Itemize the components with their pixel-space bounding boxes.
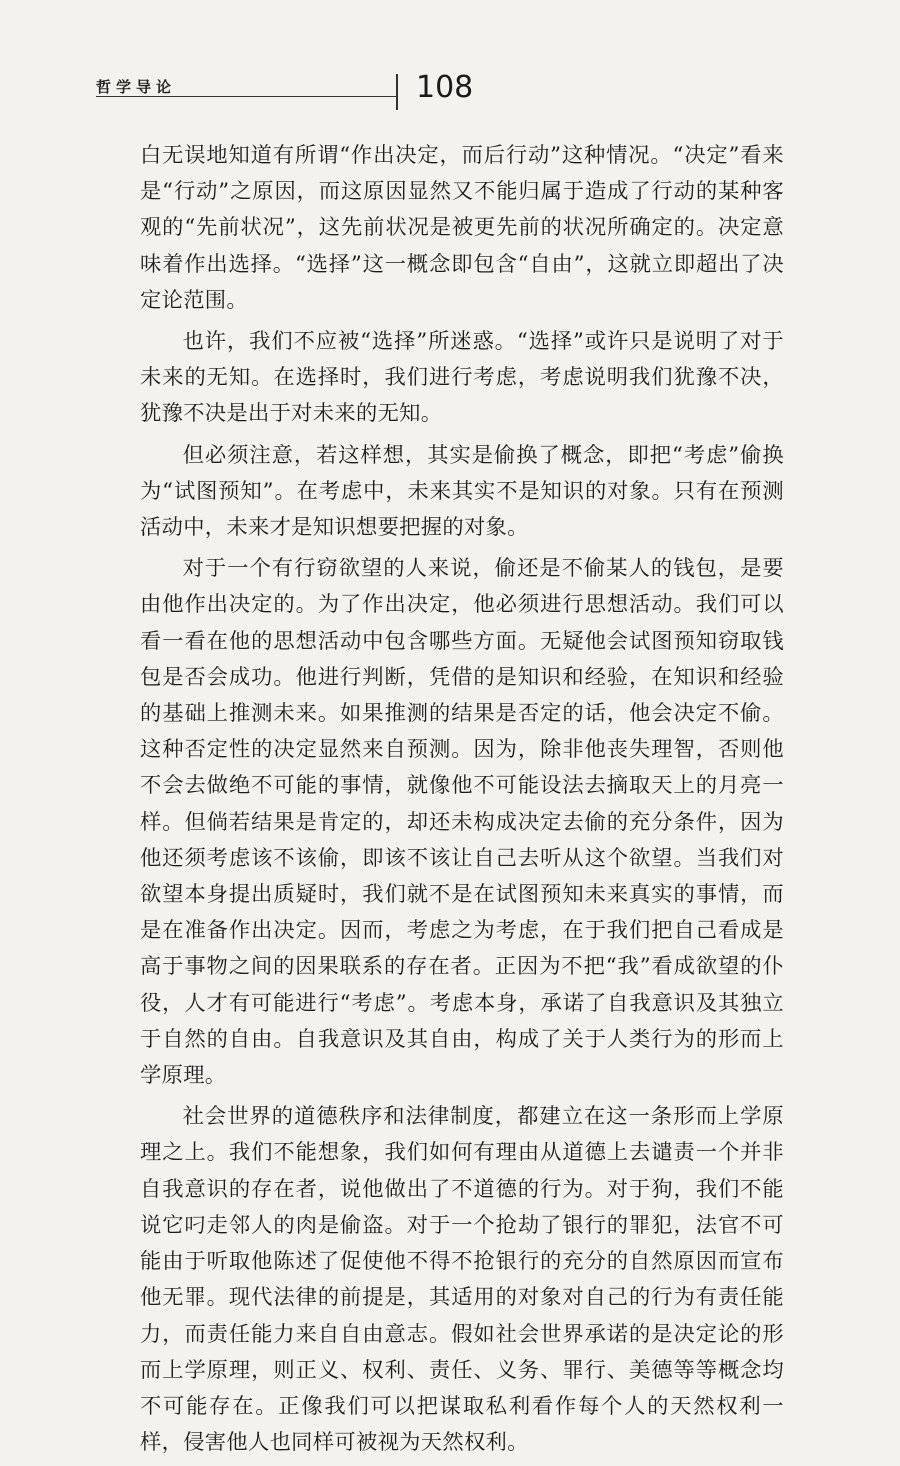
page-number: 108: [416, 70, 474, 105]
header-divider: [396, 74, 398, 110]
book-title: 哲学导论: [96, 78, 177, 96]
running-head: [96, 70, 476, 110]
paragraph: 也许，我们不应被“选择”所迷惑。“选择”或许只是说明了对于未来的无知。在选择时，我们进行考虑，考虑说明我们犹豫不决，犹豫不决是出于对未来的无知。: [140, 329, 784, 427]
paragraph: 对于一个有行窃欲望的人来说，偷还是不偷某人的钱包，是要由他作出决定的。为了作出决定，他必须进行思想活动。我们可以看一看在他的思想活动中包含哪些方面。无疑他会试图预知窃取钱包是否会成功。他进行判断，凭借的是知识和经验，在知识和经验的基础上推测未来。如果推测的结果是否定的话，他会决定不偷。这种否定性的决定显然来自预测。因为，除非他丧失理智，否则他不会去做绝不可能的事情，就像他不可能设法去摘取天上的月亮一样。但倘若结果是肯定的，却还未构成决定去偷的充分条件，因为他还须考虑该不该偷，即该不该让自己去听从这个欲望。当我们对欲望本身提出质疑时，我们就不是在试图预知未来真实的事情，而是在准备作出决定。因而，考虑之为考虑，在于我们把自己看成是高于事物之间的因果联系的存在者。正因为不把“我”看成欲望的仆役，人才有可能进行“考虑”。考虑本身，承诺了自我意识及其独立于自然的自由。自我意识及其自由，构成了关于人类行为的形而上学原理。: [140, 556, 784, 1089]
body-text: [140, 138, 784, 1466]
paragraph: 但必须注意，若这样想，其实是偷换了概念，即把“考虑”偷换为“试图预知”。在考虑中，未来其实不是知识的对象。只有在预测活动中，未来才是知识想要把握的对象。: [140, 442, 784, 541]
paragraph-continued: 白无误地知道有所谓“作出决定，而后行动”这种情况。“决定”看来是“行动”之原因，而这原因显然又不能归属于造成了行动的某种客观的“先前状况”，这先前状况是被更先前的状况所确定的。决定意味着作出选择。“选择”这一概念即包含“自由”，这就立即超出了决定论范围。: [140, 143, 784, 313]
header-rule: [96, 96, 396, 97]
paragraph: 社会世界的道德秩序和法律制度，都建立在这一条形而上学原理之上。我们不能想象，我们如何有理由从道德上去谴责一个并非自我意识的存在者，说他做出了不道德的行为。对于狗，我们不能说它叼走邻人的肉是偷盗。对于一个抢劫了银行的罪犯，法官不可能由于听取他陈述了促使他不得不抢银行的充分的自然原因而宣布他无罪。现代法律的前提是，其适用的对象对自己的行为有责任能力，而责任能力来自自由意志。假如社会世界承诺的是决定论的形而上学原理，则正义、权利、责任、义务、罪行、美德等等概念均不可能存在。正像我们可以把谋取私利看作每个人的天然权利一样，侵害他人也同样可被视为天然权利。: [140, 1104, 784, 1456]
